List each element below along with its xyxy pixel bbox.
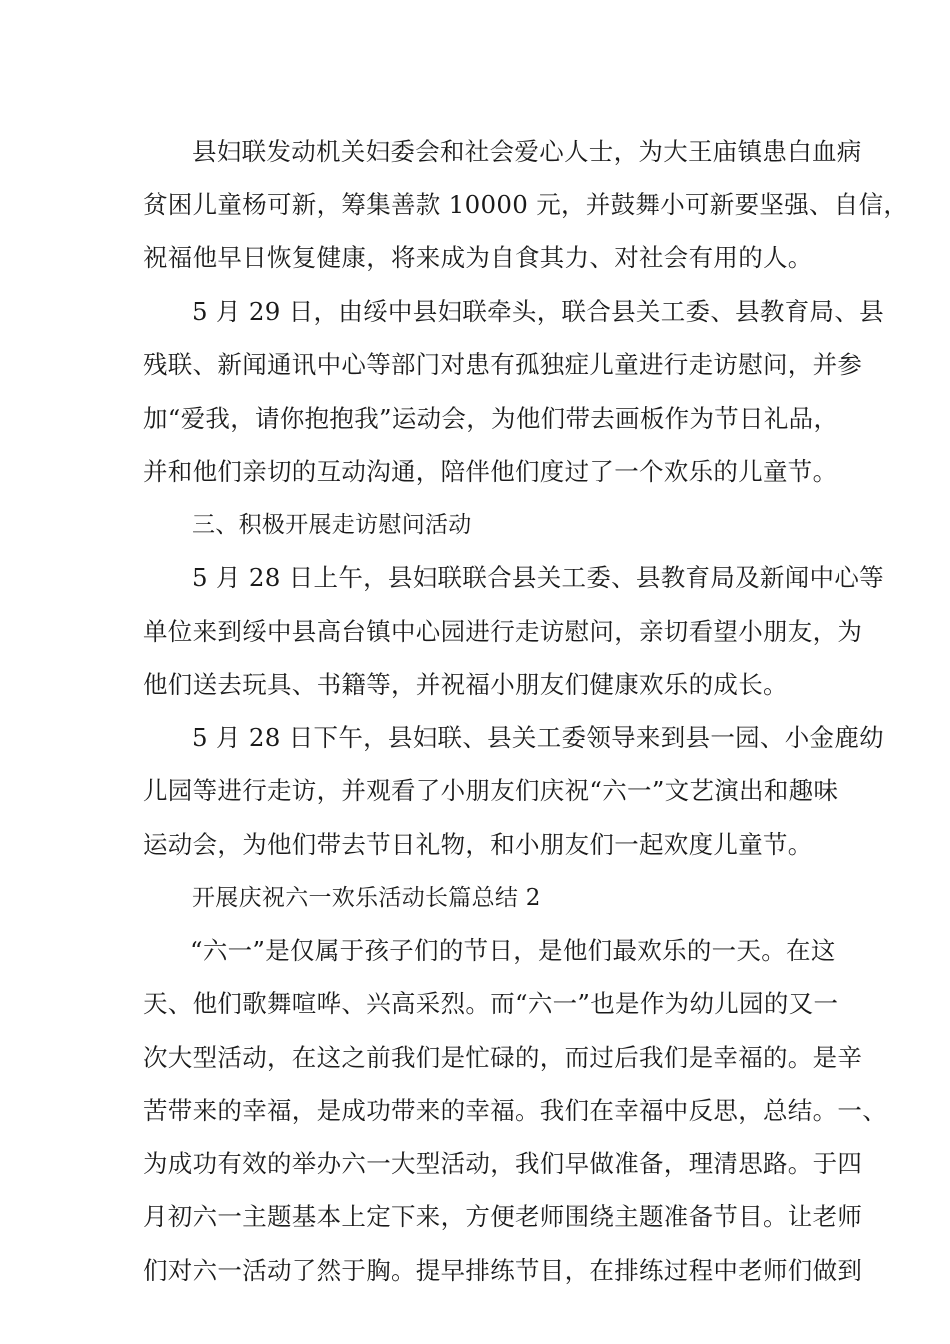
paragraph-line: 为成功有效的举办六一大型活动，我们早做准备，理清思路。于四 [143,1149,863,1178]
paragraph-line: 他们送去玩具、书籍等，并祝福小朋友们健康欢乐的成长。 [143,670,788,699]
paragraph-line: 天、他们歌舞喧哗、兴高采烈。而“六一”也是作为幼儿园的又一 [143,989,839,1018]
paragraph-line: 县妇联发动机关妇委会和社会爱心人士，为大王庙镇患白血病 [192,137,862,166]
paragraph-line: 5 月 28 日下午，县妇联、县关工委领导来到县一园、小金鹿幼 [192,723,884,752]
paragraph-line: 单位来到绥中县高台镇中心园进行走访慰问，亲切看望小朋友，为 [143,617,863,646]
article-title: 开展庆祝六一欢乐活动长篇总结 2 [192,885,541,911]
paragraph-line: 5 月 28 日上午，县妇联联合县关工委、县教育局及新闻中心等 [192,563,884,592]
paragraph-line: 苦带来的幸福，是成功带来的幸福。我们在幸福中反思，总结。一、 [143,1096,887,1125]
paragraph-line: 次大型活动，在这之前我们是忙碌的，而过后我们是幸福的。是辛 [143,1043,863,1072]
paragraph-line: 残联、新闻通讯中心等部门对患有孤独症儿童进行走访慰问，并参 [143,350,863,379]
section-heading: 三、积极开展走访慰问活动 [192,512,472,538]
paragraph-line: 们对六一活动了然于胸。提早排练节目，在排练过程中老师们做到 [143,1256,863,1285]
paragraph-line: 月初六一主题基本上定下来，方便老师围绕主题准备节目。让老师 [143,1202,863,1231]
paragraph-line: “六一”是仅属于孩子们的节日，是他们最欢乐的一天。在这 [190,936,836,965]
paragraph-line: 儿园等进行走访，并观看了小朋友们庆祝“六一”文艺演出和趣味 [143,776,839,805]
paragraph-line: 加“爱我，请你抱抱我”运动会，为他们带去画板作为节日礼品， [143,404,839,433]
paragraph-line: 5 月 29 日，由绥中县妇联牵头，联合县关工委、县教育局、县 [192,297,884,326]
paragraph-line: 贫困儿童杨可新，筹集善款 10000 元，并鼓舞小可新要坚强、自信， [143,190,909,219]
paragraph-line: 祝福他早日恢复健康，将来成为自食其力、对社会有用的人。 [143,243,813,272]
paragraph-line: 运动会，为他们带去节日礼物，和小朋友们一起欢度儿童节。 [143,830,813,859]
paragraph-line: 并和他们亲切的互动沟通，陪伴他们度过了一个欢乐的儿童节。 [143,457,838,486]
